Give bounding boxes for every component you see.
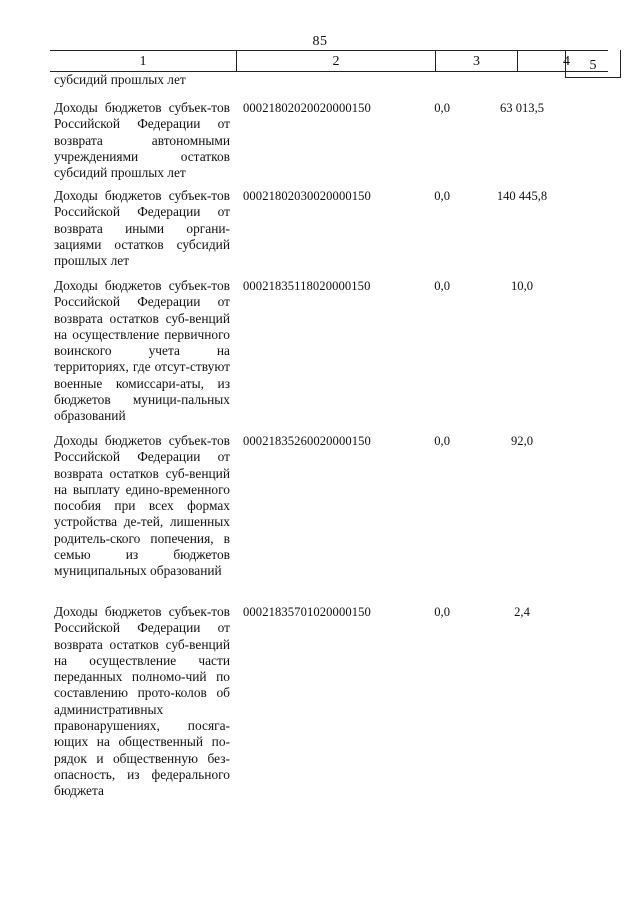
row-col3-value: 0,0 (434, 101, 450, 115)
table-header (50, 50, 608, 72)
table-row (54, 433, 614, 604)
row-description: Доходы бюджетов субъек-тов Российской Федерации от возврата остатков суб-венций на осуществление первичного воинского учета на территориях, где отсут-ствуют военные комиссари-аты, из бюджетов муници-пальных образований (54, 278, 230, 424)
row-col3-value: 0,0 (434, 605, 450, 619)
row-code: 00021802030020000150 (243, 189, 371, 203)
table-row (54, 100, 614, 188)
column-header-3: 3 (436, 51, 518, 71)
row-col4-value: 2,4 (514, 605, 530, 619)
carryover-text: субсидий прошлых лет (54, 72, 186, 87)
row-description: Доходы бюджетов субъек-тов Российской Федерации от возврата остатков суб-венций на выплату едино-временного пособия при всех формах устройства де-тей, лишенных родитель-ского попечения, в семью из бюджетов муниципальных образований (54, 433, 230, 579)
table-row-carryover (54, 72, 614, 94)
row-code: 00021835701020000150 (243, 605, 371, 619)
column-header-2: 2 (237, 51, 436, 71)
table-body (54, 72, 614, 804)
row-code: 00021835260020000150 (243, 434, 371, 448)
row-code: 00021835118020000150 (243, 279, 371, 293)
column-header-5: 5 (565, 50, 621, 78)
row-description: Доходы бюджетов субъек-тов Российской Федерации от возврата иными органи-зациями остатков субсидий прошлых лет (54, 188, 230, 269)
table-row (54, 188, 614, 278)
column-header-4: 4 (563, 54, 570, 69)
row-description: Доходы бюджетов субъек-тов Российской Федерации от возврата автономными учреждениями остатков субсидий прошлых лет (54, 100, 230, 181)
row-col4-value: 140 445,8 (496, 189, 548, 203)
row-col3-value: 0,0 (434, 434, 450, 448)
row-col4-value: 63 013,5 (499, 101, 545, 115)
row-col4-value: 10,0 (510, 279, 534, 293)
column-header-1: 1 (50, 51, 237, 71)
row-description: Доходы бюджетов субъек-тов Российской Федерации от возврата остатков суб-венций на осуществление части переданных полномо-чий по составлению прото-колов об административных правонарушениях, посяга-ющих на общественный по-рядок и общественную без-опасность, из федерального бюджета (54, 604, 230, 799)
table-row (54, 604, 614, 804)
row-col3-value: 0,0 (434, 189, 450, 203)
row-col3-value: 0,0 (434, 279, 450, 293)
row-code: 00021802020020000150 (243, 101, 371, 115)
page-number: 85 (312, 34, 328, 49)
table-row (54, 278, 614, 433)
row-col4-value: 92,0 (510, 434, 534, 448)
